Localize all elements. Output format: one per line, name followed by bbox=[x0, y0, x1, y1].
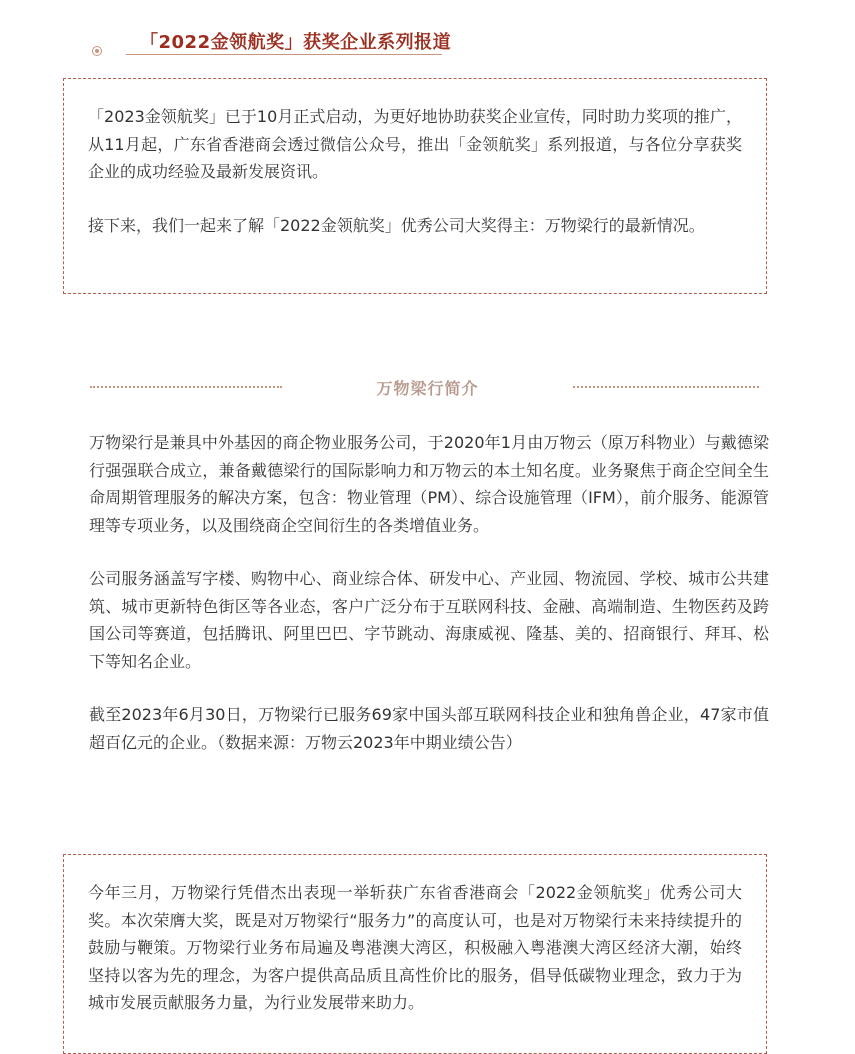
intro-paragraph: 接下来，我们一起来了解「2022金领航奖」优秀公司大奖得主：万物梁行的最新情况。 bbox=[88, 215, 705, 235]
dotted-divider-right bbox=[573, 386, 759, 388]
award-box bbox=[63, 854, 767, 1054]
series-header bbox=[0, 22, 855, 62]
header-underline bbox=[126, 54, 442, 55]
intro-paragraph: 「2023金领航奖」已于10月正式启动，为更好地协助获奖企业宣传，同时助力奖项的推广，从11月起，广东省香港商会透过微信公众号，推出「金领航奖」系列报道，与各位分享获奖企业的成功经验及最新发展资讯。 bbox=[88, 107, 742, 181]
company-intro-body bbox=[89, 429, 769, 756]
award-paragraph: 今年三月，万物梁行凭借杰出表现一举斩获广东省香港商会「2022金领航奖」优秀公司大奖。本次荣膺大奖，既是对万物梁行“服务力”的高度认可，也是对万物梁行未来持续提升的鼓励与鞭策。万物梁行业务布局遍及粤港澳大湾区，积极融入粤港澳大湾区经济大潮，始终坚持以客为先的理念，为客户提供高品质且高性价比的服务，倡导低碳物业理念，致力于为城市发展贡献服务力量，为行业发展带来助力。 bbox=[88, 883, 742, 1012]
intro-box bbox=[63, 78, 767, 294]
circle-ornament-icon bbox=[92, 46, 102, 56]
body-paragraph: 截至2023年6月30日，万物梁行已服务69家中国头部互联网科技企业和独角兽企业，47家市值超百亿元的企业。（数据来源：万物云2023年中期业绩公告） bbox=[89, 705, 769, 752]
section-heading bbox=[0, 374, 855, 400]
body-paragraph: 万物梁行是兼具中外基因的商企物业服务公司，于2020年1月由万物云（原万科物业）与戴德梁行强强联合成立，兼备戴德梁行的国际影响力和万物云的本土知名度。业务聚焦于商企空间全生命周期管理服务的解决方案，包含：物业管理（PM）、综合设施管理（IFM），前介服务、能源管理等专项业务，以及围绕商企空间衍生的各类增值业务。 bbox=[89, 433, 769, 535]
series-title: 「2022金领航奖」获奖企业系列报道 bbox=[140, 32, 452, 53]
body-paragraph: 公司服务涵盖写字楼、购物中心、商业综合体、研发中心、产业园、物流园、学校、城市公共建筑、城市更新特色街区等各业态，客户广泛分布于互联网科技、金融、高端制造、生物医药及跨国公司等赛道，包括腾讯、阿里巴巴、字节跳动、海康威视、隆基、美的、招商银行、拜耳、松下等知名企业。 bbox=[89, 569, 769, 671]
section-title: 万物梁行简介 bbox=[376, 379, 479, 398]
